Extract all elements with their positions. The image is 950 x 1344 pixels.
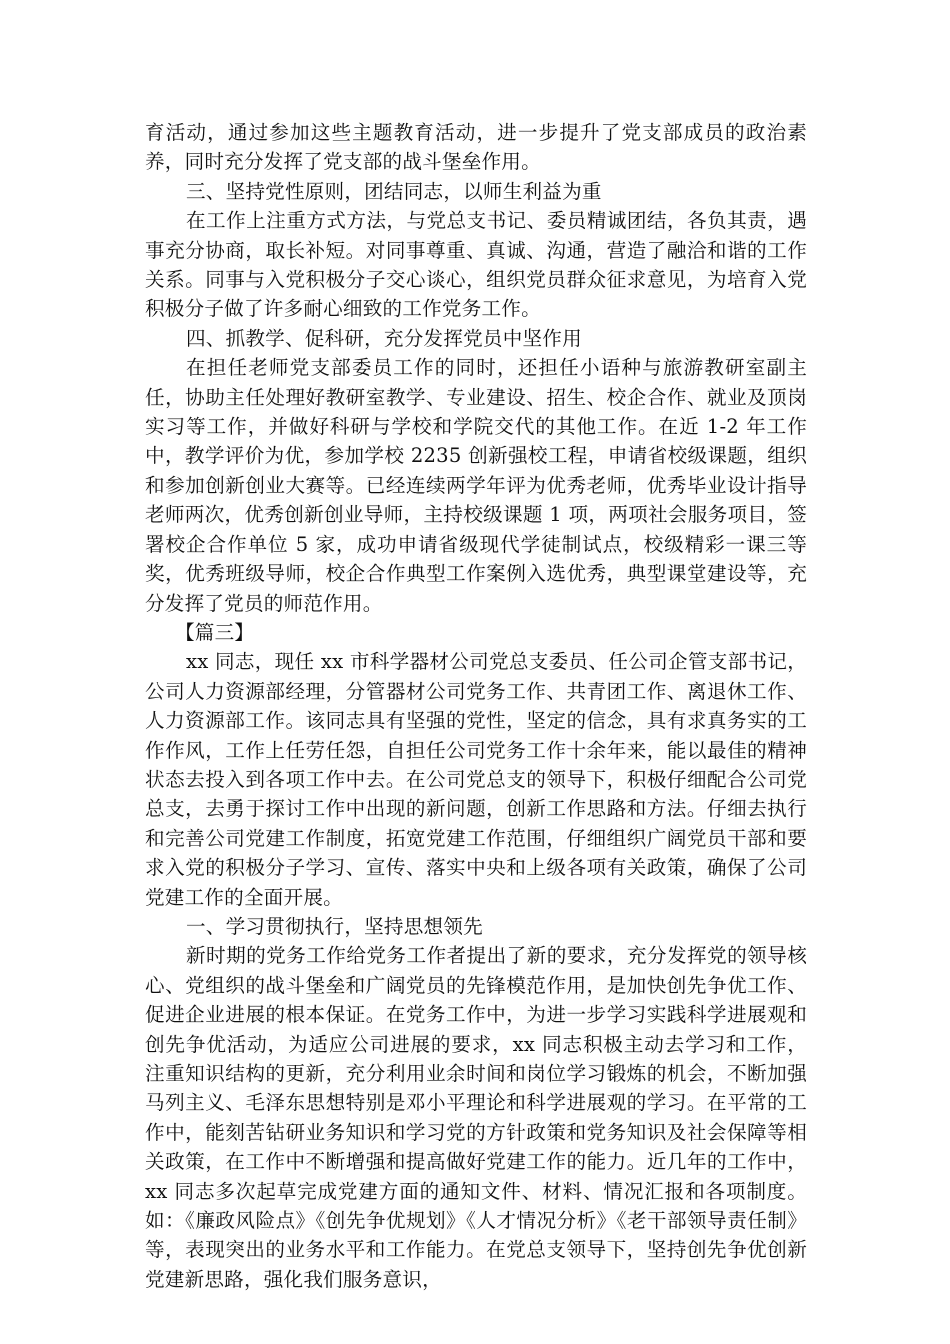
paragraph-body: 在工作上注重方式方法，与党总支书记、委员精诚团结，各负其责，遇事充分协商，取长补短。对同事尊重、真诚、沟通，营造了融洽和谐的工作关系。同事与入党积极分子交心谈心，组织党员群众征求意见，为培育入党积极分子做了许多耐心细致的工作党务工作。: [145, 209, 807, 321]
document-page: [145, 118, 807, 1294]
section-heading-1: 一、学习贯彻执行，坚持思想领先: [186, 914, 483, 938]
paragraph-body: 新时期的党务工作给党务工作者提出了新的要求，充分发挥党的领导核心、党组织的战斗堡垒和广阔党员的先锋模范作用，是加快创先争优工作、促进企业进展的根本保证。在党务工作中，为进一步学习实践科学进展观和创先争优活动，为适应公司进展的要求，xx 同志积极主动去学习和工作，注重知识结构的更新，充分利用业余时间和岗位学习锻炼的机会，不断加强马列主义、毛泽东思想特别是邓小平理论和科学进展观的学习。在平常的工作中，能刻苦钻研业务知识和学习党的方针政策和党务知识及社会保障等相关政策，在工作中不断增强和提高做好党建工作的能力。近几年的工作中，xx 同志多次起草完成党建方面的通知文件、材料、情况汇报和各项制度。如：《廉政风险点》《创先争优规划》《人才情况分析》《老干部领导责任制》等，表现突出的业务水平和工作能力。在党总支领导下，坚持创先争优创新党建新思路，强化我们服务意识，: [145, 944, 807, 1291]
paragraph-body: 在担任老师党支部委员工作的同时，还担任小语种与旅游教研室副主任，协助主任处理好教研室教学、专业建设、招生、校企合作、就业及顶岗实习等工作，并做好科研与学校和学院交代的其他工作。在近 1-2 年工作中，教学评价为优，参加学校 2235 创新强校工程，申请省校级课题，组织和参加创新创业大赛等。已经连续两学年评为优秀老师，优秀毕业设计指导老师两次，优秀创新创业导师，主持校级课题 1 项，两项社会服务项目，签署校企合作单位 5 家，成功申请省级现代学徒制试点，校级精彩一课三等奖，优秀班级导师，校企合作典型工作案例入选优秀，典型课堂建设等，充分发挥了党员的师范作用。: [145, 356, 807, 615]
chapter-marker: 【篇三】: [175, 620, 255, 644]
section-heading-4: 四、抓教学、促科研，充分发挥党员中坚作用: [186, 326, 582, 350]
paragraph-continuation: 育活动，通过参加这些主题教育活动，进一步提升了党支部成员的政治素养，同时充分发挥了党支部的战斗堡垒作用。: [145, 121, 807, 174]
section-heading-3: 三、坚持党性原则，团结同志，以师生利益为重: [186, 179, 602, 203]
paragraph-body: xx 同志，现任 xx 市科学器材公司党总支委员、任公司企管支部书记，公司人力资源部经理，分管器材公司党务工作、共青团工作、离退休工作、人力资源部工作。该同志具有坚强的党性，坚定的信念，具有求真务实的工作作风，工作上任劳任怨，自担任公司党务工作十余年来，能以最佳的精神状态去投入到各项工作中去。在公司党总支的领导下，积极仔细配合公司党总支，去勇于探讨工作中出现的新问题，创新工作思路和方法。仔细去执行和完善公司党建工作制度，拓宽党建工作范围，仔细组织广阔党员干部和要求入党的积极分子学习、宣传、落实中央和上级各项有关政策，确保了公司党建工作的全面开展。: [145, 650, 807, 909]
